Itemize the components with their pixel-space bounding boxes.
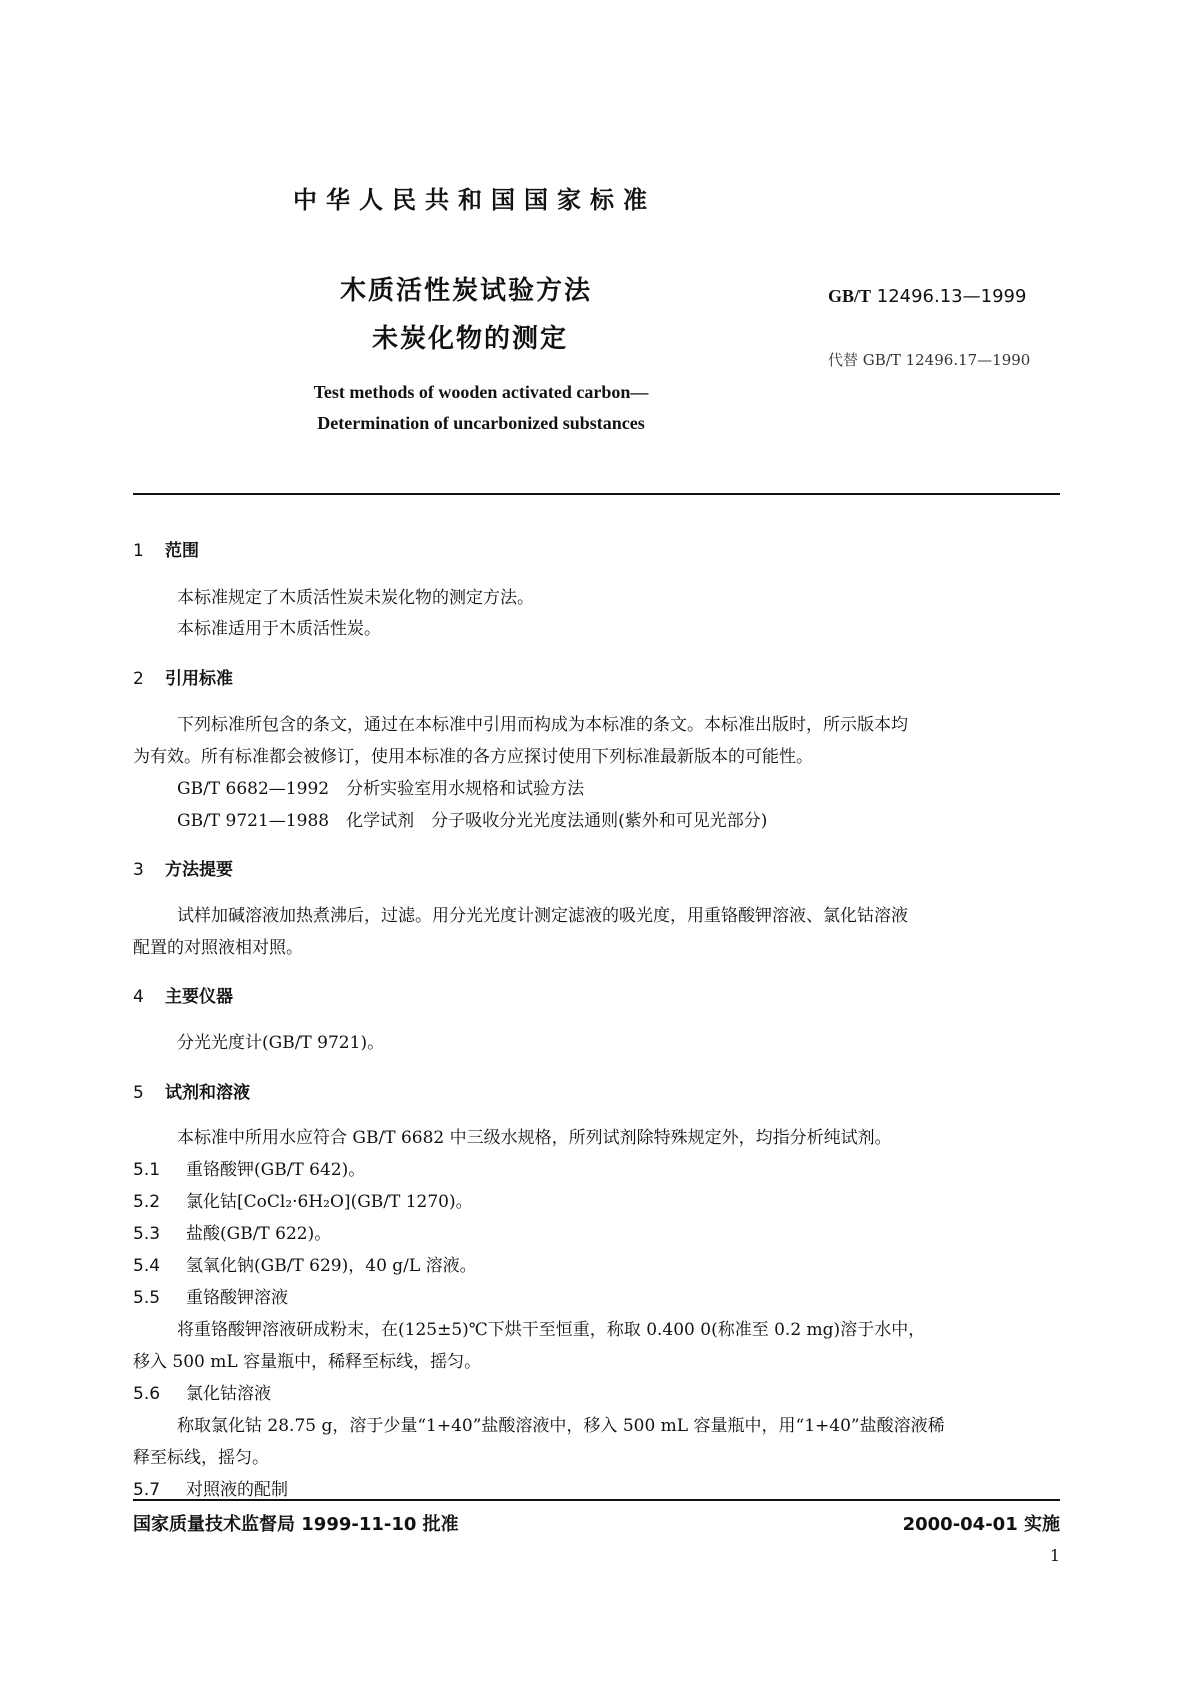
section-2-heading: [133, 664, 233, 689]
section-5-intro: 本标准中所用水应符合 GB/T 6682 中三级水规格，所列试剂除特殊规定外，均指分析纯试剂。: [177, 1128, 892, 1148]
section-4-heading: [133, 982, 233, 1007]
reference-standard-1: GB/T 6682—1992 分析实验室用水规格和试验方法: [177, 779, 585, 799]
subsection-text: 重铬酸钾溶液: [186, 1288, 288, 1308]
subsection-5-6-line2: 释至标线，摇匀。: [133, 1448, 269, 1468]
section-1-paragraph-1: 本标准规定了木质活性炭未炭化物的测定方法。: [177, 588, 534, 608]
document-title-cn-line1: 木质活性炭试验方法: [340, 276, 593, 306]
section-title: 引用标准: [165, 669, 233, 689]
standard-prefix: GB/T: [828, 286, 872, 306]
section-1-heading: [133, 536, 199, 561]
subsection-5-7: [133, 1475, 288, 1500]
section-2-paragraph-line1: 下列标准所包含的条文，通过在本标准中引用而构成为本标准的条文。本标准出版时，所示版本均: [177, 715, 908, 735]
subsection-number: 5.3: [133, 1224, 161, 1244]
section-title: 主要仪器: [165, 987, 233, 1007]
subsection-text: 盐酸(GB/T 622)。: [186, 1224, 332, 1244]
subsection-number: 5.7: [133, 1480, 161, 1500]
subsection-5-2: [133, 1187, 473, 1212]
subsection-5-1: [133, 1155, 365, 1180]
standard-number-value: 12496.13—1999: [871, 286, 1027, 307]
document-title-en-line1: Test methods of wooden activated carbon—: [313, 382, 649, 402]
standard-number: [828, 286, 1026, 307]
section-number: 2: [133, 669, 144, 689]
replaces-standard: 代替 GB/T 12496.17—1990: [828, 351, 1031, 369]
subsection-text: 对照液的配制: [186, 1480, 288, 1500]
document-title-cn-line2: 未炭化物的测定: [372, 324, 569, 354]
section-title: 试剂和溶液: [165, 1083, 250, 1103]
section-2-paragraph-line2: 为有效。所有标准都会被修订，使用本标准的各方应探讨使用下列标准最新版本的可能性。: [133, 747, 813, 767]
effective-date: 2000-04-01 实施: [902, 1514, 1060, 1535]
subsection-5-4: [133, 1251, 477, 1276]
subsection-5-5-line1: 将重铬酸钾溶液研成粉末，在(125±5)℃下烘干至恒重，称取 0.400 0(称准至 0.2 mg)溶于水中，: [177, 1320, 926, 1340]
section-number: 3: [133, 860, 144, 880]
header-divider: [133, 493, 1060, 495]
national-standard-heading: 中华人民共和国国家标准: [293, 186, 656, 214]
section-3-heading: [133, 855, 233, 880]
section-number: 5: [133, 1083, 144, 1103]
subsection-text: 氯化钴溶液: [186, 1384, 271, 1404]
subsection-number: 5.4: [133, 1256, 161, 1276]
document-title-en-line2: Determination of uncarbonized substances: [317, 413, 645, 433]
subsection-number: 5.2: [133, 1192, 161, 1212]
subsection-5-3: [133, 1219, 331, 1244]
subsection-text: 重铬酸钾(GB/T 642)。: [186, 1160, 366, 1180]
approval-info: 国家质量技术监督局 1999-11-10 批准: [133, 1514, 459, 1535]
section-3-paragraph-line2: 配置的对照液相对照。: [133, 938, 303, 958]
section-4-paragraph: 分光光度计(GB/T 9721)。: [177, 1033, 385, 1053]
subsection-text: 氯化钴[CoCl₂·6H₂O](GB/T 1270)。: [186, 1192, 473, 1212]
section-1-paragraph-2: 本标准适用于木质活性炭。: [177, 619, 381, 639]
section-number: 1: [133, 541, 144, 561]
subsection-text: 氢氧化钠(GB/T 629)，40 g/L 溶液。: [186, 1256, 477, 1276]
section-number: 4: [133, 987, 144, 1007]
section-title: 范围: [165, 541, 199, 561]
subsection-5-5-line2: 移入 500 mL 容量瓶中，稀释至标线，摇匀。: [133, 1352, 482, 1372]
subsection-number: 5.1: [133, 1160, 161, 1180]
section-3-paragraph-line1: 试样加碱溶液加热煮沸后，过滤。用分光光度计测定滤液的吸光度，用重铬酸钾溶液、氯化钴溶液: [177, 906, 908, 926]
subsection-number: 5.5: [133, 1288, 161, 1308]
reference-standard-2: GB/T 9721—1988 化学试剂 分子吸收分光光度法通则(紫外和可见光部分): [177, 811, 768, 831]
subsection-number: 5.6: [133, 1384, 161, 1404]
subsection-5-6: [133, 1379, 271, 1404]
footer-divider: [133, 1499, 1060, 1501]
subsection-5-6-line1: 称取氯化钴 28.75 g，溶于少量“1+40”盐酸溶液中，移入 500 mL 容量瓶中，用“1+40”盐酸溶液稀: [177, 1416, 945, 1436]
subsection-5-5: [133, 1283, 288, 1308]
section-5-heading: [133, 1078, 250, 1103]
page-number: 1: [1049, 1546, 1060, 1565]
section-title: 方法提要: [165, 860, 233, 880]
